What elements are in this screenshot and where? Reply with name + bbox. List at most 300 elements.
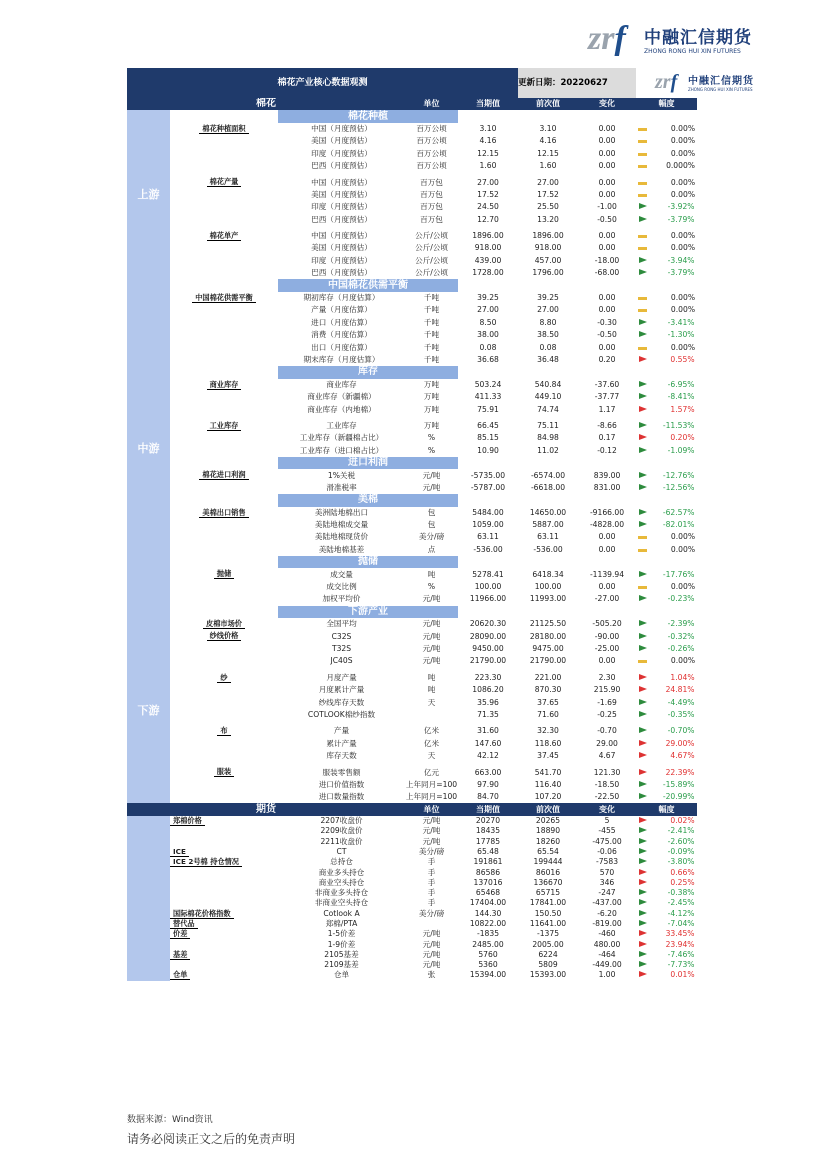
subsection-title: 库存 xyxy=(278,366,458,378)
change-percent: -0.23% xyxy=(667,594,695,604)
indicator-name: 工业库存（新疆棉占比） xyxy=(299,433,384,443)
unit-cell: 百万包 xyxy=(420,189,443,199)
change-percent: 0.00% xyxy=(670,544,696,554)
down-flag-icon xyxy=(639,848,647,854)
trend-flag-cell xyxy=(636,939,697,949)
logo-mark-zr: zr xyxy=(588,20,615,57)
down-flag-icon xyxy=(639,889,647,895)
unit-cell: 千吨 xyxy=(423,305,440,315)
column-header-4: 幅度 xyxy=(636,803,697,815)
subsection-spacer xyxy=(170,279,278,291)
previous-value: 11641.00 xyxy=(529,918,567,928)
unit-cell: 天 xyxy=(427,751,436,761)
down-flag-icon xyxy=(639,838,647,844)
change-percent: -62.57% xyxy=(662,507,695,517)
previous-value: 65.54 xyxy=(537,846,559,856)
change-value: -1.69 xyxy=(597,697,617,707)
category-label: 工业库存 xyxy=(207,421,242,431)
data-row xyxy=(127,593,697,605)
change-value: -1139.94 xyxy=(589,569,625,579)
indicator-name: 郑棉/PTA xyxy=(325,918,358,928)
category-cell xyxy=(170,507,278,519)
current-value: 191861 xyxy=(473,857,503,867)
previous-value: 63.11 xyxy=(537,532,559,542)
indicator-name: 1-5价差 xyxy=(327,929,356,939)
change-value: 346 xyxy=(599,877,615,887)
previous-value: 84.98 xyxy=(537,433,559,443)
current-value: 12.15 xyxy=(477,148,499,158)
change-value: -460 xyxy=(598,929,616,939)
futures-row xyxy=(127,816,697,826)
trend-flag-cell xyxy=(636,255,697,267)
current-value: 71.35 xyxy=(477,709,499,719)
current-value: 66.45 xyxy=(477,420,499,430)
unit-cell: 元/吨 xyxy=(422,482,441,492)
indicator-name: 中国（月度预估） xyxy=(311,123,372,133)
data-row xyxy=(127,379,697,391)
unit-cell: 万吨 xyxy=(423,392,440,402)
change-percent: 4.67% xyxy=(670,751,695,761)
data-source: 数据来源：Wind资讯 xyxy=(127,1115,213,1125)
category-label: 棉花种植面积 xyxy=(199,124,248,134)
change-percent: 1.57% xyxy=(670,404,695,414)
unit-cell: % xyxy=(427,582,436,592)
flat-bar-icon xyxy=(638,182,647,185)
trend-flag-cell xyxy=(636,960,697,970)
futures-row xyxy=(127,909,697,919)
previous-value: 5809 xyxy=(538,960,558,970)
change-value: 1.00 xyxy=(598,970,616,980)
down-flag-icon xyxy=(639,422,647,428)
previous-value: -536.00 xyxy=(533,544,563,554)
change-value: -18.50 xyxy=(594,779,620,789)
unit-cell: 元/吨 xyxy=(422,929,441,939)
indicator-name: 出口（月度估算） xyxy=(311,342,372,352)
change-percent: -7.73% xyxy=(667,960,695,970)
category-label: 棉花单产 xyxy=(207,231,242,241)
category-cell xyxy=(170,214,278,226)
trend-flag-cell xyxy=(636,725,697,737)
unit-cell: 元/吨 xyxy=(422,939,441,949)
category-cell xyxy=(170,696,278,708)
current-value: 65468 xyxy=(475,888,501,898)
change-value: -0.50 xyxy=(597,214,617,224)
data-row xyxy=(127,391,697,403)
category-cell xyxy=(170,816,278,826)
logo-en: ZHONG RONG HUI XIN FUTURES xyxy=(644,48,741,55)
category-cell xyxy=(170,432,278,444)
change-percent: -3.79% xyxy=(667,268,695,278)
change-value: 0.17 xyxy=(598,433,616,443)
data-row xyxy=(127,242,697,254)
category-cell xyxy=(170,618,278,630)
change-percent: 0.00% xyxy=(670,231,696,241)
current-value: 36.68 xyxy=(477,355,499,364)
previous-value: 870.30 xyxy=(534,685,562,695)
change-value: 4.67 xyxy=(598,751,616,761)
current-value: 42.12 xyxy=(477,751,499,761)
previous-value: 457.00 xyxy=(534,255,562,265)
change-value: -1.00 xyxy=(597,202,617,212)
data-row xyxy=(127,135,697,147)
current-value: 86586 xyxy=(475,867,501,877)
trend-flag-cell xyxy=(636,391,697,403)
trend-flag-cell xyxy=(636,568,697,580)
previous-value: 2005.00 xyxy=(532,939,564,949)
down-flag-icon xyxy=(639,711,647,717)
change-percent: -82.01% xyxy=(662,520,695,530)
up-flag-icon xyxy=(639,740,647,746)
change-value: -0.25 xyxy=(597,709,617,719)
down-flag-icon xyxy=(639,781,647,787)
previous-value: 199444 xyxy=(533,857,563,867)
change-value: -247 xyxy=(598,888,616,898)
trend-flag-cell xyxy=(636,970,697,980)
stage-up: 上游 xyxy=(127,110,170,279)
trend-flag-cell xyxy=(636,836,697,846)
change-percent: 1.04% xyxy=(670,672,695,682)
change-percent: 0.00% xyxy=(670,656,696,666)
header-logo-text xyxy=(688,72,754,92)
unit-cell: 吨 xyxy=(427,672,436,682)
indicator-name: 美国（月度预估） xyxy=(311,243,372,253)
logo-cn: 中融汇信期货 xyxy=(644,28,752,48)
previous-value: 107.20 xyxy=(534,792,562,802)
down-flag-icon xyxy=(639,509,647,515)
futures-row xyxy=(127,867,697,877)
unit-cell xyxy=(405,919,458,929)
change-value: -25.00 xyxy=(594,643,620,653)
change-percent: 33.45% xyxy=(665,929,695,939)
change-value: 0.00 xyxy=(598,177,616,187)
indicator-name: 总持仓 xyxy=(330,857,353,867)
change-value: -464 xyxy=(598,949,616,959)
down-flag-icon xyxy=(639,910,647,916)
trend-flag-cell xyxy=(636,867,697,877)
indicator-name: 期末库存（月度估算） xyxy=(303,355,380,364)
unit-cell: 点 xyxy=(427,544,436,554)
logo-mark xyxy=(588,22,638,56)
unit-cell: 千吨 xyxy=(423,317,440,327)
indicator-name: 1-9价差 xyxy=(327,939,356,949)
flat-bar-icon xyxy=(638,660,647,663)
trend-flag-cell xyxy=(636,779,697,791)
category-cell xyxy=(170,929,278,939)
category-label: 商业库存 xyxy=(207,380,242,390)
trend-flag-cell xyxy=(636,593,697,605)
unit-cell: 百万公顷 xyxy=(416,161,447,171)
category-cell xyxy=(170,304,278,316)
change-percent: 0.00% xyxy=(670,148,696,158)
subsection-row xyxy=(127,556,697,568)
futures-row xyxy=(127,919,697,929)
change-value: 0.00 xyxy=(598,544,616,554)
change-percent: 22.39% xyxy=(665,767,695,777)
previous-value: 21790.00 xyxy=(529,656,567,666)
data-row xyxy=(127,643,697,655)
futures-header xyxy=(127,803,697,815)
up-flag-icon xyxy=(639,941,647,947)
down-flag-icon xyxy=(639,645,647,651)
category-label: ICE 2号棉 持仓情况 xyxy=(170,857,242,867)
flat-bar-icon xyxy=(638,128,647,131)
unit-cell: 上年同月=100 xyxy=(405,779,458,789)
trend-flag-cell xyxy=(636,317,697,329)
subsection-spacer xyxy=(170,556,278,568)
futures-row xyxy=(127,929,697,939)
change-percent: -0.32% xyxy=(667,631,695,641)
category-cell xyxy=(170,593,278,605)
cotton-header xyxy=(127,98,697,110)
previous-value: 17841.00 xyxy=(529,898,567,908)
indicator-name: Cotlook A xyxy=(323,908,360,918)
category-cell xyxy=(170,445,278,457)
previous-value: 75.11 xyxy=(537,420,559,430)
previous-value: 540.84 xyxy=(534,379,562,389)
flat-bar-icon xyxy=(638,586,647,589)
data-row xyxy=(127,189,697,201)
previous-value: 27.00 xyxy=(537,305,559,315)
current-value: 85.15 xyxy=(477,433,499,443)
cotton-data-table xyxy=(127,68,697,981)
current-value: 5360 xyxy=(478,960,498,970)
subsection-row xyxy=(127,279,697,291)
current-value: 84.70 xyxy=(477,792,499,802)
indicator-name: 美陆地棉基差 xyxy=(318,544,365,554)
data-row xyxy=(127,201,697,213)
previous-value: 38.50 xyxy=(537,330,559,340)
indicator-name: 累计产量 xyxy=(326,738,357,748)
flat-bar-icon xyxy=(638,297,647,300)
current-value: 18435 xyxy=(475,826,501,836)
previous-value: 20265 xyxy=(535,816,561,826)
category-cell xyxy=(170,672,278,684)
subsection-row xyxy=(127,457,697,469)
down-flag-icon xyxy=(639,633,647,639)
current-value: 10822.00 xyxy=(469,918,507,928)
down-flag-icon xyxy=(639,899,647,905)
data-row xyxy=(127,725,697,737)
unit-cell xyxy=(405,709,458,721)
current-value: 21790.00 xyxy=(469,656,507,666)
previous-value: 39.25 xyxy=(537,293,559,303)
change-value: 0.00 xyxy=(598,305,616,315)
down-flag-icon xyxy=(639,319,647,325)
previous-value: 5887.00 xyxy=(532,520,564,530)
change-value: -90.00 xyxy=(594,631,620,641)
current-value: 97.90 xyxy=(477,779,499,789)
change-value: -4828.00 xyxy=(589,520,625,530)
previous-value: 449.10 xyxy=(534,392,562,402)
header-logo-mark-zr: zr xyxy=(655,71,671,93)
previous-value: 9475.00 xyxy=(532,643,564,653)
unit-cell: 亿元 xyxy=(423,767,440,777)
change-value: 480.00 xyxy=(593,939,621,949)
trend-flag-cell xyxy=(636,214,697,226)
data-row xyxy=(127,684,697,696)
header-logo-cn: 中融汇信期货 xyxy=(688,76,754,87)
trend-flag-cell xyxy=(636,482,697,494)
category-cell xyxy=(170,135,278,147)
category-cell xyxy=(170,341,278,353)
current-value: 5760 xyxy=(478,949,498,959)
indicator-name: 商业多头持仓 xyxy=(318,867,365,877)
current-value: 24.50 xyxy=(477,202,499,212)
category-cell xyxy=(170,779,278,791)
category-cell xyxy=(170,148,278,160)
trend-flag-cell xyxy=(636,519,697,531)
data-row xyxy=(127,696,697,708)
category-cell xyxy=(170,317,278,329)
current-value: 1086.20 xyxy=(472,685,504,695)
indicator-name: 期初库存（月度估算） xyxy=(303,293,380,303)
previous-value: 6418.34 xyxy=(532,569,564,579)
indicator-name: 美洲陆地棉出口 xyxy=(314,507,369,517)
indicator-name: 仓单 xyxy=(333,970,350,980)
indicator-name: 工业库存（进口棉占比） xyxy=(299,445,384,455)
current-value: 63.11 xyxy=(477,532,499,542)
change-percent: -20.99% xyxy=(662,792,695,802)
change-percent: -4.12% xyxy=(667,908,695,918)
category-cell xyxy=(170,960,278,970)
trend-flag-cell xyxy=(636,909,697,919)
unit-cell: 美分/磅 xyxy=(418,846,445,856)
down-flag-icon xyxy=(639,393,647,399)
trend-flag-cell xyxy=(636,766,697,778)
current-value: -1835 xyxy=(476,929,500,939)
indicator-name: 中国（月度预估） xyxy=(311,177,372,187)
unit-cell: 百万包 xyxy=(420,177,443,187)
current-value: 28090.00 xyxy=(469,631,507,641)
previous-value: 12.15 xyxy=(537,148,559,158)
change-percent: -2.60% xyxy=(667,836,695,846)
change-value: 570 xyxy=(599,867,615,877)
current-value: 20620.30 xyxy=(469,619,507,629)
logo-text xyxy=(644,23,752,55)
futures-row xyxy=(127,970,697,980)
cotton-header-label: 棉花 xyxy=(127,98,405,110)
change-value: -7583 xyxy=(595,857,619,867)
previous-value: 1.60 xyxy=(539,161,557,171)
change-value: 0.00 xyxy=(598,582,616,592)
category-label: 抛储 xyxy=(214,569,234,579)
change-value: 839.00 xyxy=(593,470,621,480)
indicator-name: 产量 xyxy=(333,726,350,736)
previous-value: 28180.00 xyxy=(529,631,567,641)
unit-cell: 亿米 xyxy=(423,726,440,736)
current-value: 2485.00 xyxy=(472,939,504,949)
change-percent: 0.00% xyxy=(670,342,696,352)
current-value: 411.33 xyxy=(474,392,502,402)
current-value: -5787.00 xyxy=(470,482,506,492)
indicator-name: 印度（月度预估） xyxy=(311,148,372,158)
unit-cell: 上年同月=100 xyxy=(405,792,458,802)
indicator-name: 印度（月度预估） xyxy=(311,202,372,212)
category-cell xyxy=(170,643,278,655)
change-percent: 0.02% xyxy=(670,816,695,826)
column-header-4: 幅度 xyxy=(636,98,697,110)
data-row xyxy=(127,779,697,791)
change-value: -6.20 xyxy=(597,908,617,918)
category-label: 布 xyxy=(217,726,230,736)
change-value: 29.00 xyxy=(596,738,618,748)
down-flag-icon xyxy=(639,331,647,337)
unit-cell: 元/吨 xyxy=(422,643,441,653)
current-value: 11966.00 xyxy=(469,594,507,604)
category-cell xyxy=(170,867,278,877)
change-percent: -0.26% xyxy=(667,643,695,653)
change-value: 0.00 xyxy=(598,656,616,666)
data-row xyxy=(127,750,697,762)
down-flag-icon xyxy=(639,793,647,799)
current-value: 65.48 xyxy=(477,846,499,856)
indicator-name: 美国（月度预估） xyxy=(311,189,372,199)
previous-value: 86016 xyxy=(535,867,561,877)
trend-flag-cell xyxy=(636,242,697,254)
unit-cell: 万吨 xyxy=(423,404,440,414)
previous-value: 32.30 xyxy=(537,726,559,736)
futures-row xyxy=(127,939,697,949)
category-cell xyxy=(170,391,278,403)
current-value: 439.00 xyxy=(474,255,502,265)
disclaimer: 请务必阅读正文之后的免责声明 xyxy=(127,1132,296,1146)
down-flag-icon xyxy=(639,920,647,926)
trend-flag-cell xyxy=(636,160,697,172)
data-row xyxy=(127,341,697,353)
unit-cell: 亿米 xyxy=(423,738,440,748)
category-cell xyxy=(170,909,278,919)
unit-cell: 千吨 xyxy=(423,330,440,340)
current-value: 4.16 xyxy=(479,136,497,146)
previous-value: 116.40 xyxy=(534,779,562,789)
change-percent: -0.38% xyxy=(667,888,695,898)
trend-flag-cell xyxy=(636,469,697,481)
category-cell xyxy=(170,836,278,846)
unit-cell: 元/吨 xyxy=(422,656,441,666)
change-percent: -12.56% xyxy=(662,482,695,492)
subsection-title: 下游产业 xyxy=(278,606,458,618)
indicator-name: 滑准税率 xyxy=(326,482,357,492)
flat-bar-icon xyxy=(638,309,647,312)
change-value: -505.20 xyxy=(592,619,622,629)
trend-flag-cell xyxy=(636,618,697,630)
previous-value: 4.16 xyxy=(539,136,557,146)
unit-cell: 美分/磅 xyxy=(418,908,445,918)
unit-cell: 公斤/公顷 xyxy=(415,255,448,265)
change-percent: 0.55% xyxy=(670,355,695,364)
trend-flag-cell xyxy=(636,354,697,366)
category-label: 基差 xyxy=(170,950,190,960)
column-header-1: 当期值 xyxy=(458,803,518,815)
futures-row xyxy=(127,836,697,846)
data-row xyxy=(127,255,697,267)
data-row xyxy=(127,709,697,721)
change-value: -449.00 xyxy=(592,960,622,970)
futures-row xyxy=(127,826,697,836)
current-value: 1896.00 xyxy=(472,231,504,241)
indicator-name: 巴西（月度预估） xyxy=(311,214,372,224)
subsection-title: 美棉 xyxy=(278,494,458,506)
previous-value: 14650.00 xyxy=(529,507,567,517)
futures-row xyxy=(127,888,697,898)
indicator-name: CT xyxy=(336,846,347,856)
flat-bar-icon xyxy=(638,165,647,168)
change-percent: 0.00% xyxy=(670,305,696,315)
category-cell xyxy=(170,738,278,750)
trend-flag-cell xyxy=(636,898,697,908)
trend-flag-cell xyxy=(636,655,697,667)
indicator-name: 2207收盘价 xyxy=(320,816,363,826)
